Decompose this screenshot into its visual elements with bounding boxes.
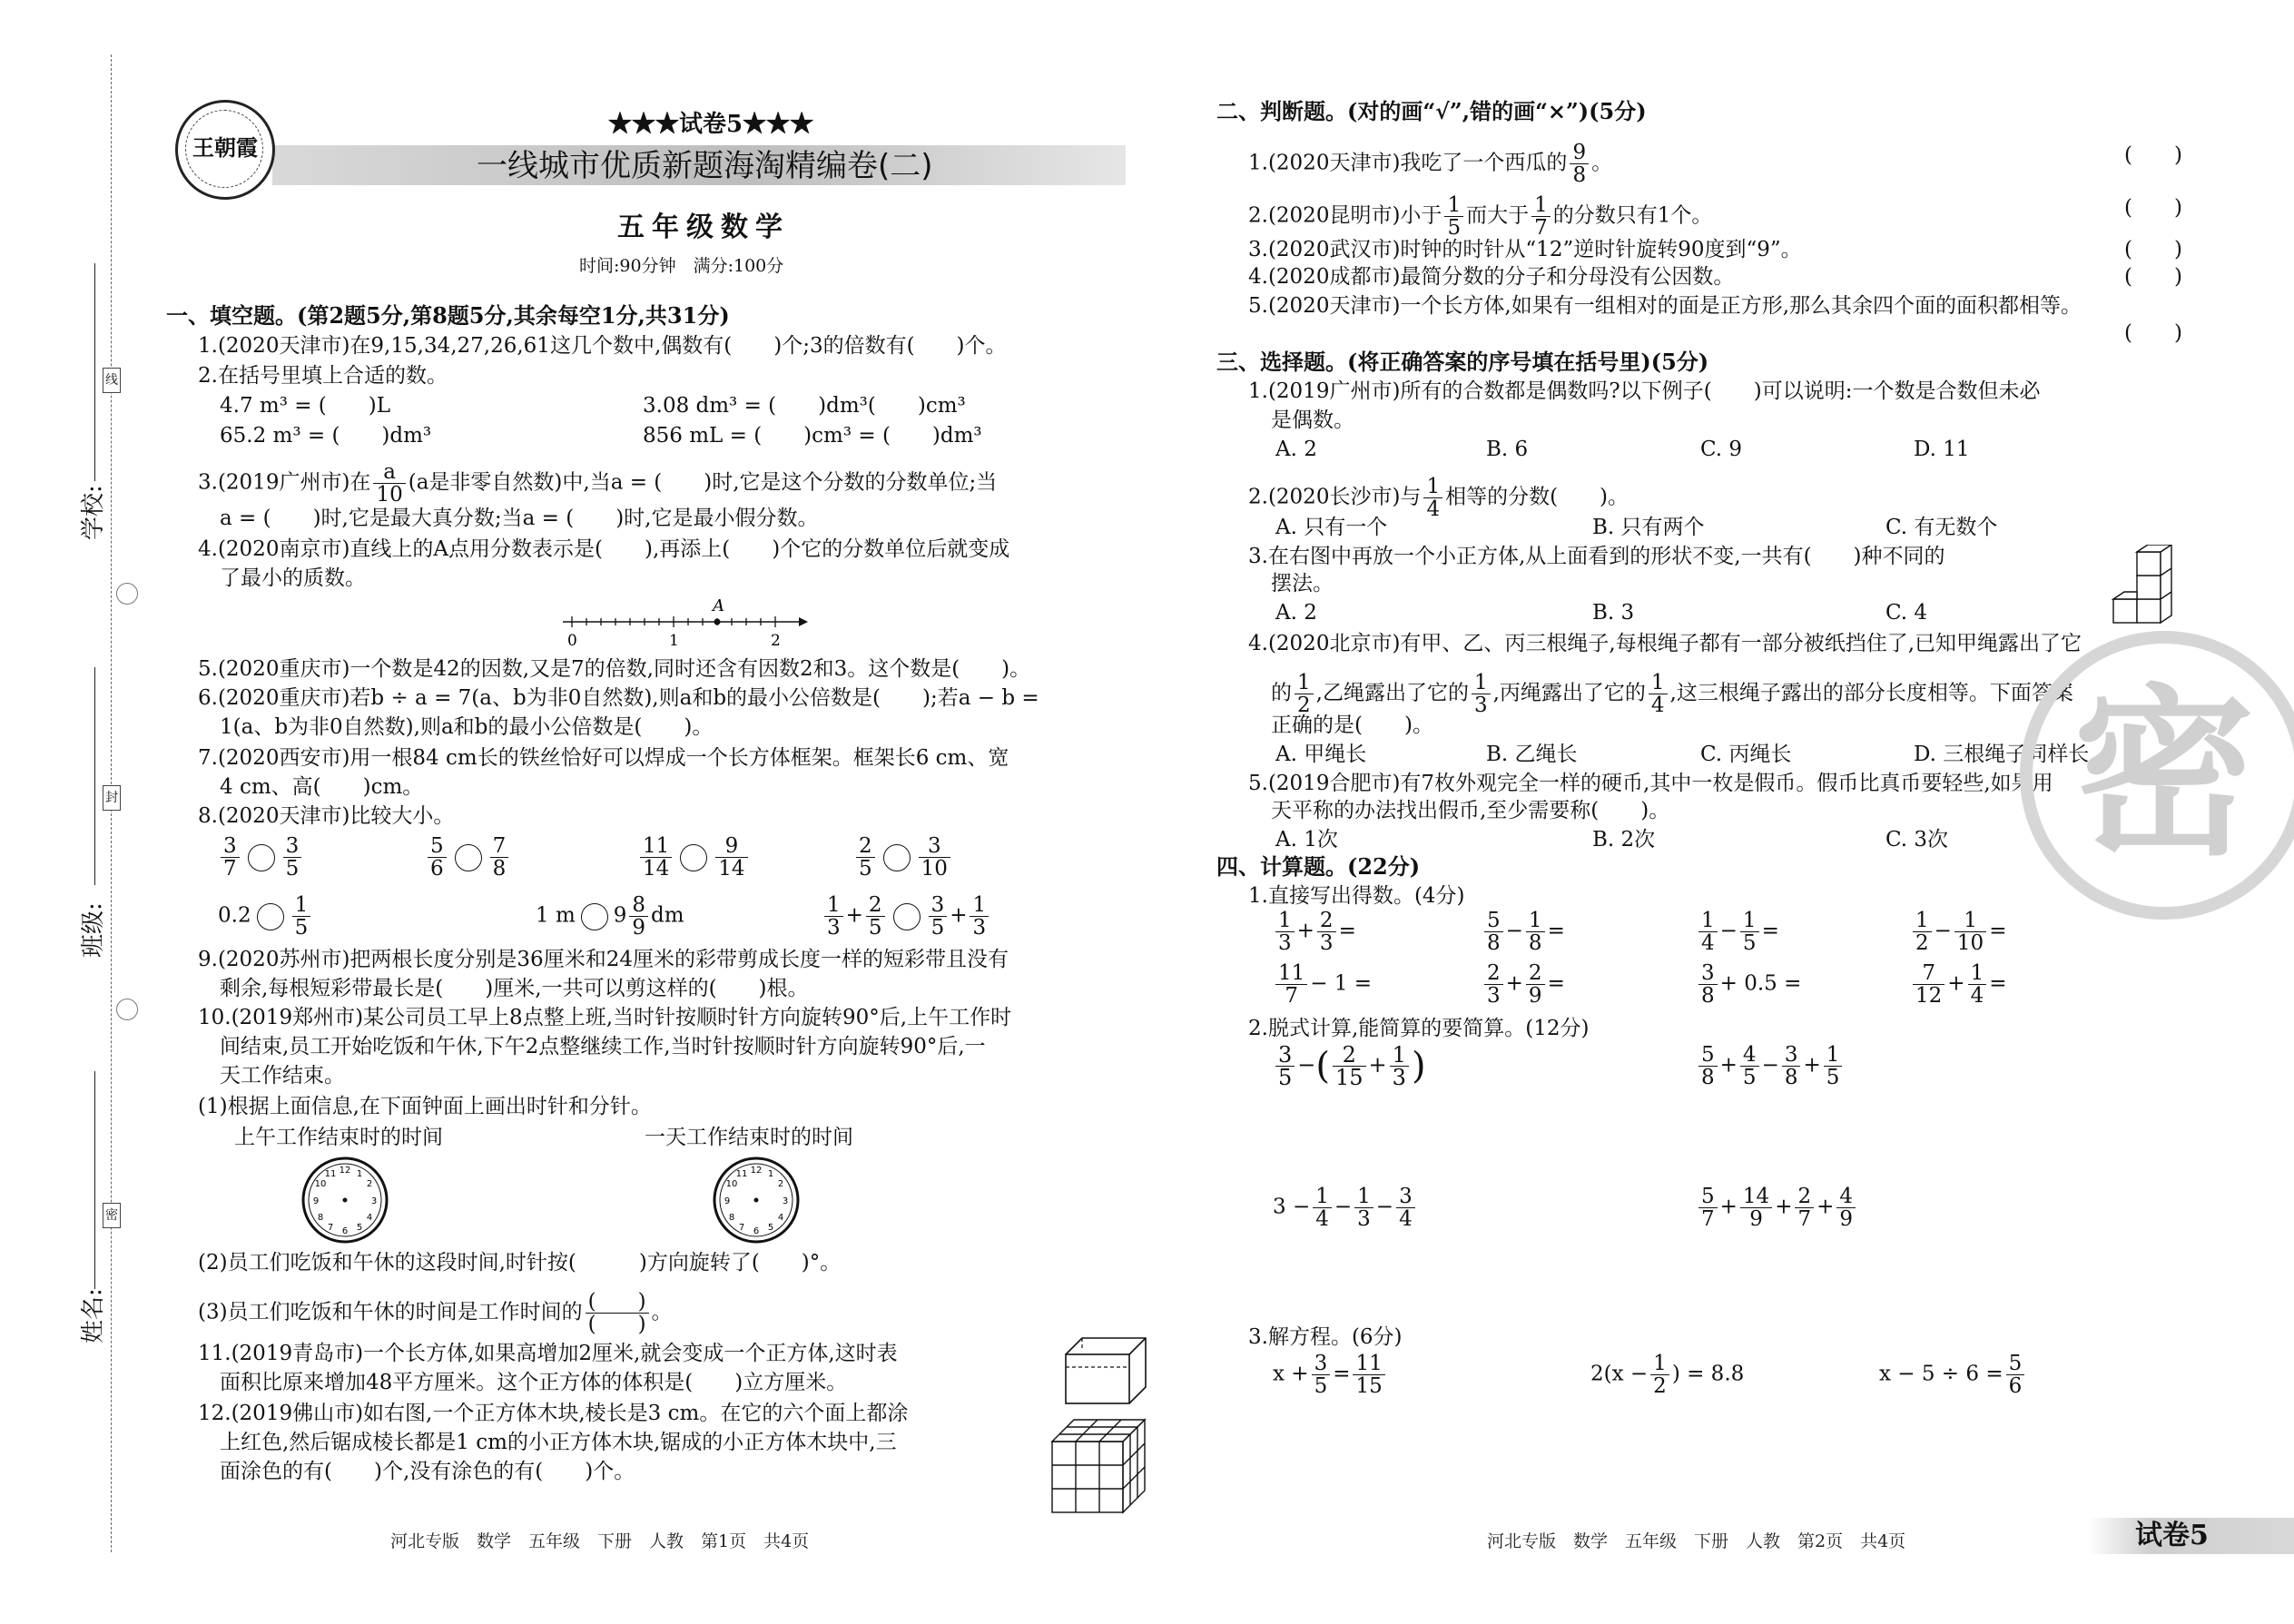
clock1-label: 上午工作结束时的时间 <box>234 1126 443 1149</box>
q3-4-line2: 的 $\frac{1}{2}$ ,乙绳露出了它的 $\frac{1}{3}$ ,丙绳露出了它的 $\frac{1}{4}$ ,这三根绳子露出的部分长度相等。下面答案 <box>1271 671 2073 717</box>
q1-10: 10.(2019郑州市)某公司员工早上8点整上班,当时针按顺时针方向旋转90°后,上午工作时 <box>198 1006 1012 1029</box>
seal-mark-2: 封 <box>103 785 121 811</box>
svg-text:7: 7 <box>327 1223 334 1233</box>
compare-circle[interactable] <box>680 844 707 871</box>
q3-5-line2: 天平称的办法找出假币,至少需要称( )。 <box>1271 799 1670 822</box>
q1-7-line2: 4 cm、高( )cm。 <box>220 775 424 799</box>
q2-3-answer[interactable]: ( ) <box>2124 238 2182 261</box>
q1-1: 1.(2020天津市)在9,15,34,27,26,61这几个数中,偶数有( )个;3的倍数有( )个。 <box>198 334 1007 358</box>
q2-2-answer[interactable]: ( ) <box>2124 196 2182 220</box>
direct-calc-1: $\frac{1}{3}$ + $\frac{2}{3}$ = <box>1273 910 1356 954</box>
name-label: 姓名: <box>80 1288 107 1343</box>
step-calc-3: 3 − $\frac{1}{4}$ − $\frac{1}{3}$ − $\frac{3}{4}$ <box>1273 1186 1418 1230</box>
stacked-cubes-figure <box>2104 545 2177 626</box>
q3-3-opt-c[interactable]: C. 4 <box>1885 601 1928 625</box>
svg-text:12: 12 <box>750 1166 763 1176</box>
q1-12-line3: 面涂色的有( )个,没有涂色的有( )个。 <box>220 1460 635 1483</box>
tick-1: 1 <box>669 632 679 649</box>
q2-5-answer[interactable]: ( ) <box>2124 321 2182 345</box>
q2-5: 5.(2020天津市)一个长方体,如果有一组相对的面是正方形,那么其余四个面的面积都相等。 <box>1248 294 2082 318</box>
q1-2b: 3.08 dm³ = ( )dm³( )cm³ <box>643 394 966 418</box>
q3-1-line2: 是偶数。 <box>1271 408 1354 432</box>
logo-text: 王朝霞 <box>192 134 258 161</box>
svg-text:11: 11 <box>735 1169 748 1179</box>
q1-10-sub3: (3)员工们吃饭和午休的时间是工作时间的 $\frac{( )}{( )}$ 。 <box>198 1290 673 1336</box>
school-label: 学校: <box>80 485 107 540</box>
direct-calc-4: $\frac{1}{2}$ − $\frac{1}{10}$ = <box>1910 910 2006 954</box>
number-line <box>554 595 808 649</box>
compare-1: $\frac{3}{7}$ $\frac{3}{5}$ <box>218 835 304 880</box>
direct-calc-7: $\frac{3}{8}$ + 0.5 = <box>1696 962 1801 1007</box>
class-label: 班级: <box>80 902 107 958</box>
svg-text:2: 2 <box>777 1179 784 1189</box>
q2-1-answer[interactable]: ( ) <box>2124 143 2182 167</box>
q3-3-line2: 摆法。 <box>1271 572 1334 595</box>
q1-12: 12.(2019佛山市)如右图,一个正方体木块,棱长是3 cm。在它的六个面上都涂 <box>198 1402 909 1425</box>
q1-6-line2: 1(a、b为非0自然数),则a和b的最小公倍数是( )。 <box>220 715 714 739</box>
svg-text:2: 2 <box>366 1179 373 1189</box>
q4-2-heading: 2.脱式计算,能简算的要简算。(12分) <box>1248 1017 1590 1040</box>
q2-3: 3.(2020武汉市)时钟的时针从“12”逆时针旋转90度到“9”。 <box>1248 238 1802 261</box>
paper-badge: ★★★试卷5★★★ <box>608 111 814 138</box>
q3-1-opt-c[interactable]: C. 9 <box>1700 438 1743 461</box>
compare-4: $\frac{2}{5}$ $\frac{3}{10}$ <box>853 835 953 880</box>
q2-4-answer[interactable]: ( ) <box>2124 265 2182 289</box>
confidential-watermark: 密 <box>2020 631 2294 920</box>
section3-title: 三、选择题。(将正确答案的序号填在括号里)(5分) <box>1216 349 1709 375</box>
q3-4-opt-b[interactable]: B. 乙绳长 <box>1486 743 1578 766</box>
svg-text:9: 9 <box>312 1196 320 1206</box>
clock-face-2[interactable] <box>711 1155 802 1245</box>
q3-4-opt-a[interactable]: A. 甲绳长 <box>1275 743 1367 766</box>
q1-2a: 4.7 m³ = ( )L <box>220 394 391 418</box>
binding-hole-1 <box>116 583 138 605</box>
binding-hole-2 <box>116 999 138 1020</box>
subject-title: 五年级数学 <box>617 212 790 243</box>
svg-text:12: 12 <box>339 1166 351 1176</box>
section2-title: 二、判断题。(对的画“√”,错的画“×”)(5分) <box>1216 98 1647 124</box>
q1-11: 11.(2019青岛市)一个长方体,如果高增加2厘米,就会变成一个正方体,这时表 <box>198 1342 898 1365</box>
q1-10-line2: 间结束,员工开始吃饭和午休,下午2点整继续工作,当时针按顺时针方向旋转90°后,一 <box>220 1035 986 1058</box>
q3-2: 2.(2020长沙市)与 $\frac{1}{4}$ 相等的分数( )。 <box>1248 475 1629 521</box>
q3-5-opt-c[interactable]: C. 3次 <box>1885 828 1949 851</box>
q3-1-opt-b[interactable]: B. 6 <box>1486 438 1529 461</box>
step-calc-4: $\frac{5}{7}$ + $\frac{14}{9}$ + $\frac{2}{7}$ + $\frac{4}{9}$ <box>1696 1186 1858 1230</box>
svg-text:10: 10 <box>725 1179 738 1189</box>
direct-calc-5: $\frac{11}{7}$ − 1 = <box>1273 962 1372 1007</box>
q3-1-opt-a[interactable]: A. 2 <box>1275 438 1317 461</box>
direct-calc-3: $\frac{1}{4}$ − $\frac{1}{5}$ = <box>1696 910 1779 954</box>
clock2-label: 一天工作结束时的时间 <box>645 1126 853 1149</box>
svg-text:6: 6 <box>753 1226 760 1236</box>
q1-2: 2.在括号里填上合适的数。 <box>198 364 448 388</box>
q1-2c: 65.2 m³ = ( )dm³ <box>220 424 432 448</box>
svg-text:4: 4 <box>366 1213 373 1223</box>
q3-2-opt-b[interactable]: B. 只有两个 <box>1592 516 1705 539</box>
q1-9: 9.(2020苏州市)把两根长度分别是36厘米和24厘米的彩带剪成长度一样的短彩带且没有 <box>198 948 1009 971</box>
school-line[interactable] <box>94 263 95 481</box>
svg-text:7: 7 <box>738 1223 745 1233</box>
compare-circle[interactable] <box>893 903 921 930</box>
equation-2: 2(x − $\frac{1}{2}$ ) = 8.8 <box>1590 1352 1745 1398</box>
q1-12-line2: 上红色,然后锯成棱长都是1 cm的小正方体木块,锯成的小正方体木块中,三 <box>220 1431 897 1454</box>
q3-4: 4.(2020北京市)有甲、乙、丙三根绳子,每根绳子都有一部分被纸挡住了,已知甲绳露出了它 <box>1248 632 2082 655</box>
q2-2: 2.(2020昆明市)小于 $\frac{1}{5}$ 而大于 $\frac{1}{7}$ 的分数只有1个。 <box>1248 193 1713 240</box>
svg-text:3: 3 <box>370 1196 378 1206</box>
q4-1-heading: 1.直接写出得数。(4分) <box>1248 884 1465 908</box>
q3-5-opt-a[interactable]: A. 1次 <box>1275 828 1338 851</box>
equation-1: x + $\frac{3}{5}$ = $\frac{11}{15}$ <box>1273 1353 1388 1397</box>
q3-2-opt-a[interactable]: A. 只有一个 <box>1275 516 1388 539</box>
q1-3: 3.(2019广州市)在 $\frac{a}{10}$ (a是非零自然数)中,当a = ( )时,它是这个分数的分数单位;当 <box>198 460 998 507</box>
q1-10-sub1: (1)根据上面信息,在下面钟面上画出时针和分针。 <box>198 1095 652 1118</box>
compare-circle[interactable] <box>883 844 911 871</box>
svg-text:3: 3 <box>782 1196 789 1206</box>
seal-mark-1: 线 <box>103 368 121 393</box>
compare-circle[interactable] <box>248 844 275 871</box>
compare-2: $\frac{5}{6}$ $\frac{7}{8}$ <box>425 835 511 880</box>
svg-text:4: 4 <box>777 1213 784 1223</box>
q3-4-opt-d[interactable]: D. 三根绳子同样长 <box>1914 743 2090 766</box>
q3-1-opt-d[interactable]: D. 11 <box>1914 438 1970 461</box>
q1-4-line2: 了最小的质数。 <box>220 566 366 590</box>
svg-text:1: 1 <box>356 1169 363 1179</box>
compare-3: $\frac{11}{14}$ $\frac{9}{14}$ <box>637 835 751 880</box>
q1-3-line2: a = ( )时,它是最大真分数;当a = ( )时,它是最小假分数。 <box>220 507 819 530</box>
q3-5: 5.(2019合肥市)有7枚外观完全一样的硬币,其中一枚是假币。假币比真币要轻些,如果用 <box>1248 772 2053 795</box>
step-calc-1: $\frac{3}{5}$ −( $\frac{2}{15}$ + $\frac{1}{3}$ ) <box>1273 1044 1426 1088</box>
point-a-label: A <box>713 596 724 615</box>
footer-tag: 试卷5 <box>2135 1520 2209 1551</box>
compare-circle[interactable] <box>257 903 284 930</box>
logo <box>175 100 275 200</box>
time-info: 时间:90分钟 满分:100分 <box>579 256 784 276</box>
direct-calc-8: $\frac{7}{12}$ + $\frac{1}{4}$ = <box>1910 962 2006 1007</box>
q1-8: 8.(2020天津市)比较大小。 <box>198 804 455 828</box>
q3-3: 3.在右图中再放一个小正方体,从上面看到的形状不变,一共有( )种不同的 <box>1248 545 1945 568</box>
q1-6: 6.(2020重庆市)若b ÷ a = 7(a、b为非0自然数),则a和b的最小公倍数是( );若a − b = <box>198 686 1039 710</box>
footer-left: 河北专版 数学 五年级 下册 人教 第1页 共4页 <box>390 1531 810 1551</box>
svg-text:6: 6 <box>341 1226 349 1236</box>
section4-title: 四、计算题。(22分) <box>1216 853 1421 880</box>
svg-text:10: 10 <box>314 1179 327 1189</box>
q3-4-opt-c[interactable]: C. 丙绳长 <box>1700 743 1792 766</box>
direct-calc-6: $\frac{2}{3}$ + $\frac{2}{9}$ = <box>1482 962 1565 1007</box>
compare-5: 0.2 $\frac{1}{5}$ <box>218 894 313 939</box>
svg-text:8: 8 <box>317 1213 324 1223</box>
compare-7: $\frac{1}{3}$ + $\frac{2}{5}$ $\frac{3}{5}$ + $\frac{1}{3}$ <box>822 894 991 939</box>
q1-9-line2: 剩余,每根短彩带最长是( )厘米,一共可以剪这样的( )根。 <box>220 977 809 1000</box>
direct-calc-2: $\frac{5}{8}$ − $\frac{1}{8}$ = <box>1482 910 1565 954</box>
paper-title: 一线城市优质新题海淘精编卷(二) <box>477 148 933 184</box>
tick-0: 0 <box>567 632 577 649</box>
tick-2: 2 <box>771 632 781 649</box>
q4-3-heading: 3.解方程。(6分) <box>1248 1325 1403 1349</box>
section1-title: 一、填空题。(第2题5分,第8题5分,其余每空1分,共31分) <box>166 302 730 329</box>
q2-4: 4.(2020成都市)最简分数的分子和分母没有公因数。 <box>1248 265 1735 289</box>
cube-figure <box>1049 1416 1148 1516</box>
compare-circle[interactable] <box>455 844 482 871</box>
compare-circle[interactable] <box>581 903 608 930</box>
q3-3-opt-b[interactable]: B. 3 <box>1592 601 1635 625</box>
footer-right: 河北专版 数学 五年级 下册 人教 第2页 共4页 <box>1487 1531 1906 1551</box>
compare-6: 1 m 9 $\frac{8}{9}$ dm <box>536 893 684 940</box>
q1-7: 7.(2020西安市)用一根84 cm长的铁丝恰好可以焊成一个长方体框架。框架长6 cm、宽 <box>198 746 1009 770</box>
svg-text:8: 8 <box>728 1213 735 1223</box>
q3-5-opt-b[interactable]: B. 2次 <box>1592 828 1656 851</box>
q3-1: 1.(2019广州市)所有的合数都是偶数吗?以下例子( )可以说明:一个数是合数但未必 <box>1248 379 2041 403</box>
svg-text:5: 5 <box>356 1223 363 1233</box>
q1-10-sub2: (2)员工们吃饭和午休的这段时间,时针按( )方向旋转了( )°。 <box>198 1251 842 1275</box>
seal-mark-3: 密 <box>103 1203 121 1228</box>
q3-3-opt-a[interactable]: A. 2 <box>1275 601 1317 625</box>
svg-text:11: 11 <box>324 1169 337 1179</box>
q2-1: 1.(2020天津市)我吃了一个西瓜的 $\frac{9}{8}$ 。 <box>1248 141 1613 187</box>
q3-4-line3: 正确的是( )。 <box>1271 714 1433 737</box>
q3-2-opt-c[interactable]: C. 有无数个 <box>1885 516 1998 539</box>
q1-11-line2: 面积比原来增加48平方厘米。这个正方体的体积是( )立方厘米。 <box>220 1371 848 1394</box>
name-line[interactable] <box>94 1071 95 1289</box>
svg-text:9: 9 <box>724 1196 731 1206</box>
class-line[interactable] <box>94 667 95 885</box>
cuboid-figure <box>1060 1327 1151 1409</box>
equation-3: x − 5 ÷ 6 = $\frac{5}{6}$ <box>1879 1353 2027 1397</box>
svg-text:5: 5 <box>767 1223 774 1233</box>
q1-2d: 856 mL = ( )cm³ = ( )dm³ <box>643 424 982 448</box>
q1-4: 4.(2020南京市)直线上的A点用分数表示是( ),再添上( )个它的分数单位后就变成 <box>198 537 1010 561</box>
svg-text:1: 1 <box>767 1169 774 1179</box>
step-calc-2: $\frac{5}{8}$ + $\frac{4}{5}$ − $\frac{3}{8}$ + $\frac{1}{5}$ <box>1696 1044 1845 1088</box>
q1-5: 5.(2020重庆市)一个数是42的因数,又是7的倍数,同时还含有因数2和3。这个数是( )。 <box>198 657 1031 681</box>
clock-face-1[interactable] <box>300 1155 390 1245</box>
q1-10-line3: 天工作结束。 <box>220 1064 345 1088</box>
